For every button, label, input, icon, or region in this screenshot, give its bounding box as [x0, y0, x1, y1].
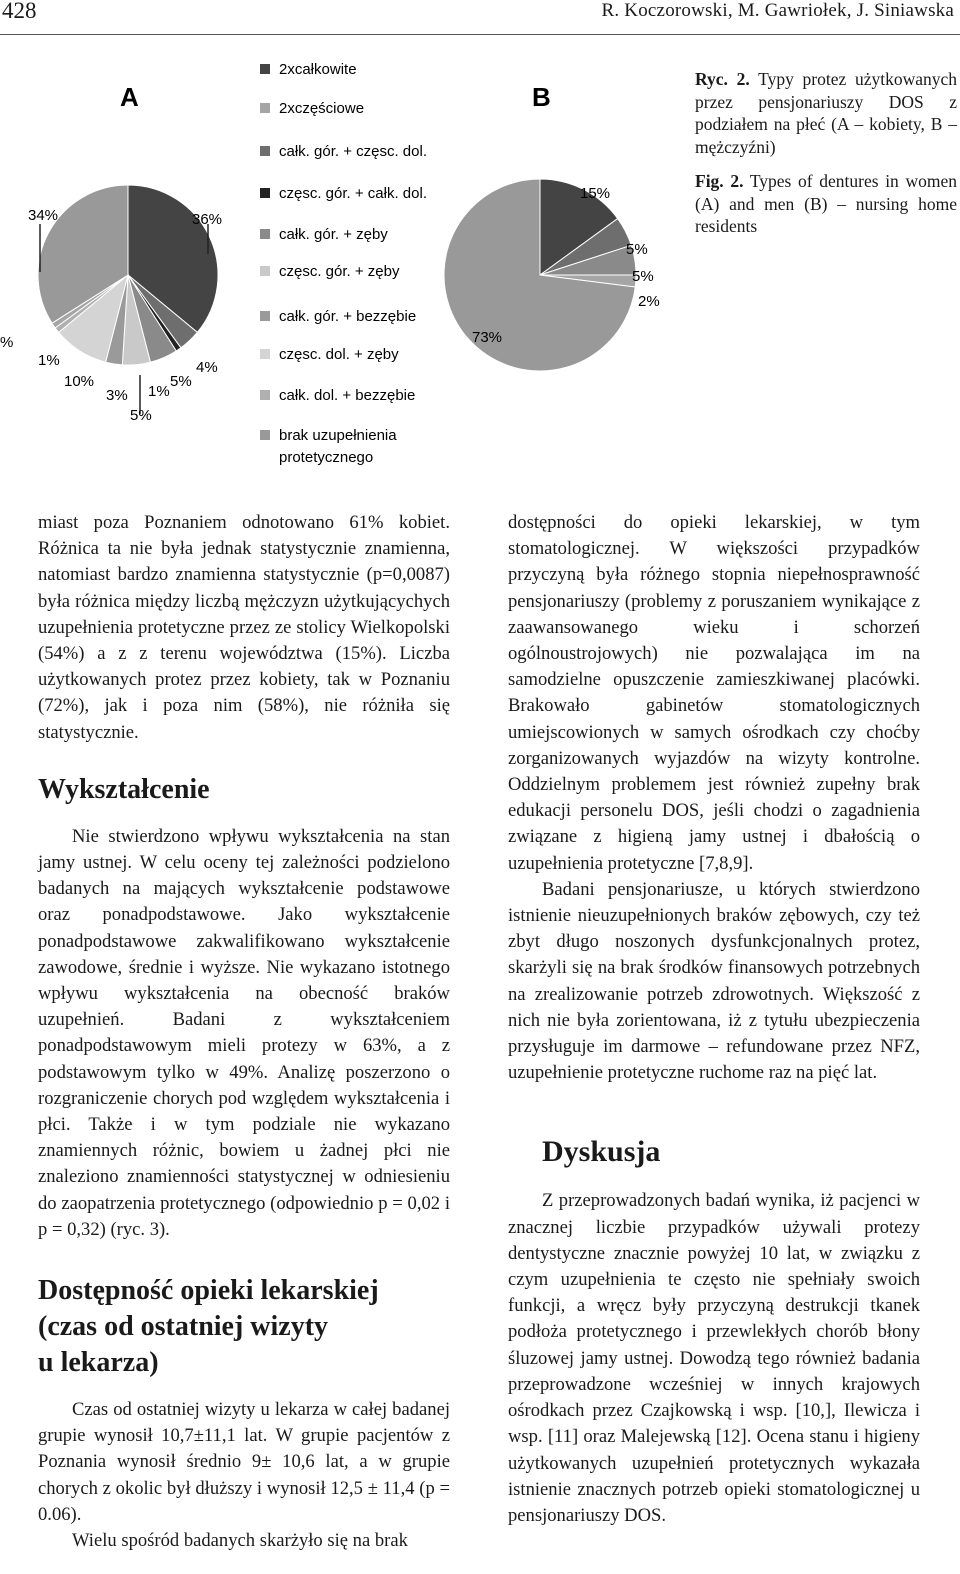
pie-b-label-73: 73%: [472, 329, 503, 346]
figure-caption: [695, 68, 957, 250]
legend-label: brak uzupełnienia: [279, 427, 397, 444]
legend-swatch: [260, 146, 270, 156]
legend-label: 2xczęściowe: [279, 100, 365, 117]
caption-en: [695, 170, 957, 238]
legend-swatch: [260, 311, 270, 321]
legend-label: częsc. gór. + całk. dol.: [279, 185, 427, 202]
heading-dostepnosc: [38, 1273, 450, 1381]
left-column: [38, 510, 450, 1554]
caption-pl-text: Typy protez użytkowanych przez pensjonariuszy DOS z podziałem na płeć (A – kobiety, B – mężczyźni): [695, 69, 958, 157]
pie-b-label-5a: 5%: [626, 241, 648, 258]
legend-swatch: [260, 266, 270, 276]
legend-swatch: [260, 229, 270, 239]
pie-chart-a: [38, 185, 218, 365]
paragraph: Badani pensjonariusze, u których stwierdzono istnienie nieuzupełnionych braków zębowych, czy też zbyt długo noszonych dysfunkcjonalnych protez, skarżyli się na brak środków finansowych potrzebnych na zrealizowanie potrzeb zdrowotnych. Większość z nich nie była zorientowana, iż z tytułu ubezpieczenia przysługuje im darmowe – refundowane przez NFZ, uzupełnienie protetyczne ruchome raz na pięć lat.: [508, 878, 920, 1084]
legend-swatch: [260, 390, 270, 400]
pie-a-label-1a: 1%: [148, 383, 170, 400]
pie-a-label-5b: 5%: [130, 407, 152, 424]
legend-swatch: [260, 64, 270, 74]
legend-label: częsc. dol. + zęby: [279, 346, 399, 363]
panel-a-label: A: [120, 82, 139, 112]
legend-label: całk. gór. + bezzębie: [279, 308, 417, 325]
chart-legend: [260, 61, 427, 466]
legend-label: całk. gór. + zęby: [279, 226, 388, 243]
caption-en-label: Fig. 2.: [695, 171, 744, 191]
legend-swatch: [260, 103, 270, 113]
paragraph: miast poza Poznaniem odnotowano 61% kobiet. Różnica ta nie była jednak statystycznie znamienna, natomiast bardzo znamienna statystycznie (p=0,0087) była różnica między liczbą mężczyzn użytkującychych uzupełnienia protetyczne przez ze stolicy Wielkopolski (54%) a z z terenu województwa (15%). Liczba użytkowanych protez przez kobiety, tak w Poznaniu (72%), jak i poza nim (58%), nie różniła się statystycznie.: [38, 512, 450, 743]
legend-label: całk. gór. + częsc. dol.: [279, 143, 427, 160]
caption-en-text: Types of dentures in women (A) and men (B) – nursing home residents: [695, 171, 957, 236]
heading-line: (czas od ostatniej wizyty: [38, 1311, 329, 1343]
page-number: 428: [2, 0, 37, 23]
pie-a-label-4: 4%: [196, 359, 218, 376]
legend-swatch: [260, 349, 270, 359]
paragraph: Czas od ostatniej wizyty u lekarza w całej badanej grupie wynosił 10,7±11,1 lat. W grupie pacjentów z Poznania wynosił średnio 9± 10,6 lat, a w grupie chorych z okolic był dłuższy i wynosił 12,5 ± 11,4 (p = 0.06).: [38, 1399, 450, 1525]
heading-line: Dostępność opieki lekarskiej: [38, 1275, 379, 1307]
legend-label: 2xcałkowite: [279, 61, 357, 78]
pie-a-label-34: 34%: [28, 207, 59, 224]
paragraph: Nie stwierdzono wpływu wykształcenia na stan jamy ustnej. W celu oceny tej zależności podzielono badanych na mających wykształcenie podstawowe oraz ponadpodstawowe. Jako wykształcenie ponadpodstawowe zakwalifikowano wykształcenie zawodowe, średnie i wyższe. Nie wykazano istotnego wpływu wykształcenia na obecność braków uzupełnień. Badani z wykształceniem ponadpodstawowym mieli protezy w 63%, a z podstawowym tylko w 49%. Analizę poszerzono o rozgraniczenie chorych pod względem wykształcenia i płci. Także i w tym podziale nie wykazano znamiennych różnic, bowiem u żadnej płci nie znaleziono znamienności statystycznej w odniesieniu do zaopatrzenia protetycznego (odpowiednio p = 0,02 i p = 0,32) (ryc. 3).: [38, 825, 450, 1240]
pie-a-label-pct: %: [0, 334, 14, 351]
header-rule: [0, 34, 960, 35]
right-column: [508, 510, 920, 1529]
panel-b-label: B: [532, 82, 551, 112]
pie-a-label-5a: 5%: [170, 373, 192, 390]
legend-label: protetycznego: [279, 449, 374, 466]
paragraph: dostępności do opieki lekarskiej, w tym stomatologicznej. W większości przypadków przyczyną była różnego stopnia niepełnosprawność pensjonariuszy (problemy z poruszaniem wynikające z zaawansowanego wieku i schorzeń ogólnoustrojowych) nie pozwalająca im na samodzielne opuszczenie zamieszkiwanej placówki. Brakowało gabinetów stomatologicznych umiejscowionych w samych ośrodkach czy choćby zorganizowanych wyjazdów na wizyty kontrolne. Oddzielnym problemem jest również zupełny brak edukacji personelu DOS, jeśli chodzi o zagadnienia związane z higieną jamy ustnej i dbałością o uzupełnienia protetyczne [7,8,9].: [508, 512, 920, 874]
pie-a-label-10: 10%: [64, 373, 95, 390]
pie-a-label-3: 3%: [106, 387, 128, 404]
heading-dyskusja: Dyskusja: [542, 1135, 661, 1169]
pie-a-label-36: 36%: [192, 211, 223, 228]
legend-swatch: [260, 188, 270, 198]
paragraph: Z przeprowadzonych badań wynika, iż pacjenci w znacznej liczbie przypadków używali protezy dentystyczne znacznie powyżej 10 lat, w związku z czym uzupełnienia te często nie spełniały swoich funkcji, a wręcz były przyczyną destrukcji tkanek podłoża protetycznego i przewlekłych chorób błony śluzowej jamy ustnej. Dowodzą tego również badania przeprowadzone wcześniej w innych krajowych ośrodkach przez Czajkowską i wsp. [10,], Ilewicza i wsp. [11] oraz Malejewską [12]. Ocena stanu i higieny użytkowanych uzupełnień protetycznych wykazała istnienie znacznych potrzeb opieki stomatologicznej u pensjonariuszy DOS.: [508, 1190, 920, 1526]
heading-line: u lekarza): [38, 1347, 159, 1379]
heading-wyksztalcenie: Wykształcenie: [38, 773, 210, 805]
paragraph: Wielu spośród badanych skarżyło się na brak: [72, 1530, 408, 1552]
pie-b-label-5b: 5%: [632, 268, 654, 285]
legend-swatch: [260, 430, 270, 440]
caption-pl: [695, 68, 957, 158]
legend-label: częsc. gór. + zęby: [279, 263, 400, 280]
running-head: R. Koczorowski, M. Gawriołek, J. Siniawska: [601, 0, 954, 21]
legend-label: całk. dol. + bezzębie: [279, 387, 416, 404]
caption-pl-label: Ryc. 2.: [695, 69, 750, 89]
pie-a-label-1b: 1%: [38, 352, 60, 369]
pie-b-label-2: 2%: [638, 293, 660, 310]
pie-b-label-15: 15%: [580, 185, 611, 202]
